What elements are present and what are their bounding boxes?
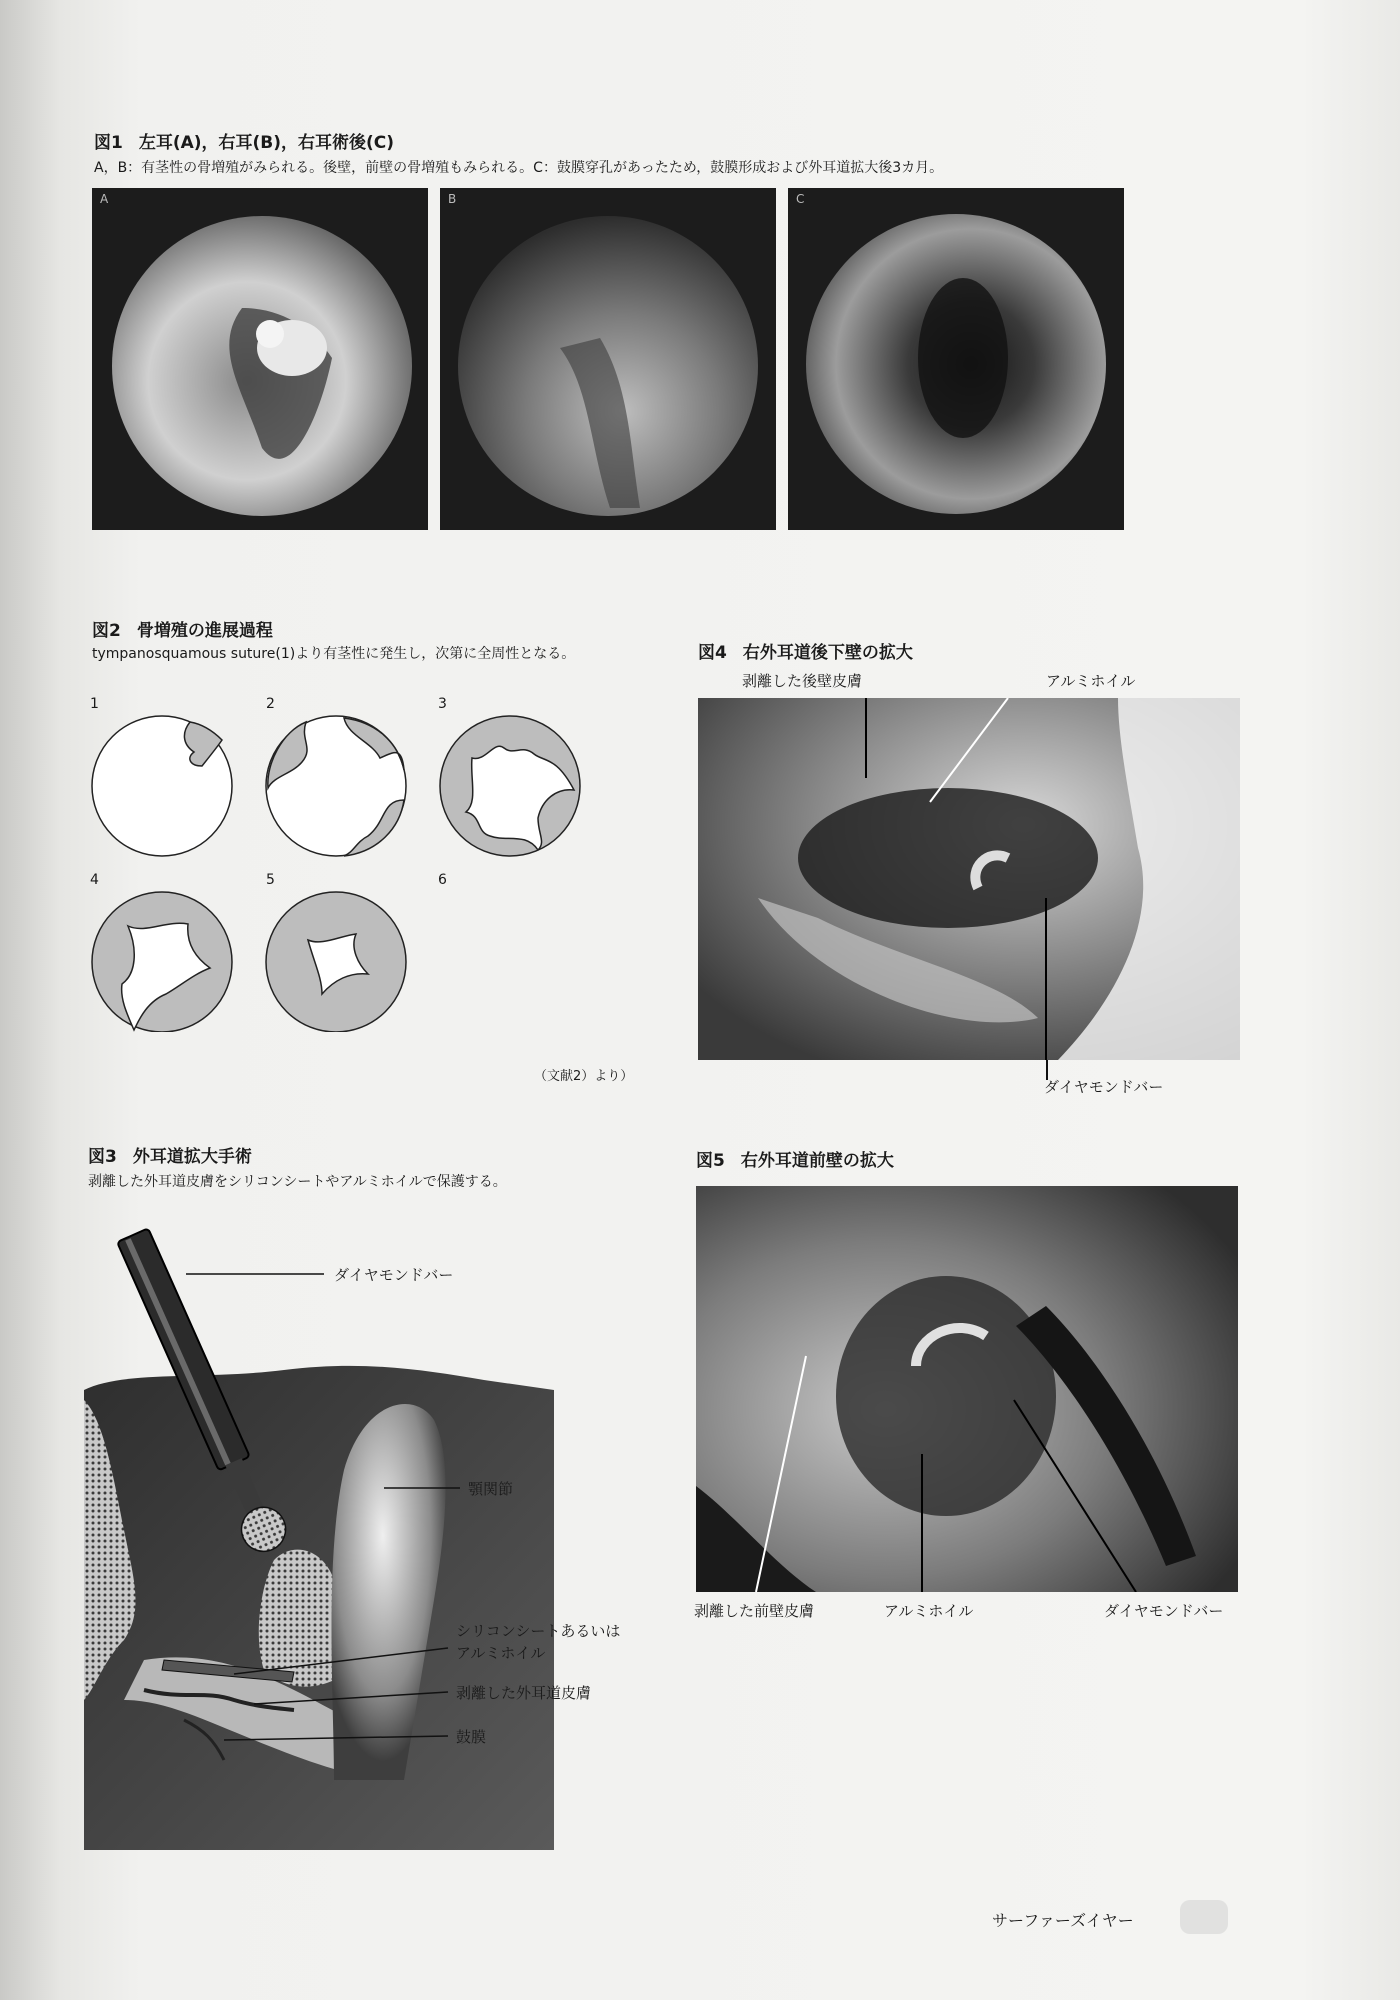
fig3-title-text: 外耳道拡大手術	[132, 1147, 252, 1167]
fig3-label-skin: 剥離した外耳道皮膚	[456, 1684, 592, 1702]
fig3-label-sheet-2: アルミホイル	[456, 1644, 546, 1662]
fig2-title-text: 骨増殖の進展過程	[136, 621, 273, 641]
fig1-panel-b-photo	[440, 188, 776, 530]
fig5-label-foil: アルミホイル	[884, 1602, 974, 1620]
stage-4-circle	[92, 892, 232, 1032]
fig3-number: 図3	[88, 1147, 117, 1167]
panel-b-letter: B	[448, 192, 457, 206]
stage-2-circle	[266, 716, 406, 856]
journal-running-footer: サーファーズイヤー	[992, 1911, 1134, 1930]
stage-5-circle	[266, 892, 406, 1032]
fig1-number: 図1	[94, 133, 123, 153]
fig1-panel-a-photo	[92, 188, 428, 530]
fig3-label-tmj: 顎関節	[468, 1480, 514, 1498]
fig4-label-bur: ダイヤモンドバー	[1044, 1078, 1164, 1096]
stage-5-number: 5	[266, 872, 275, 888]
stage-3-circle	[440, 716, 580, 856]
fig4-label-skin: 剥離した後壁皮膚	[742, 672, 863, 690]
fig3-surgery-illustration	[84, 1220, 621, 1852]
stage-2-number: 2	[266, 696, 275, 712]
fig1-title	[94, 128, 394, 153]
fig4-title	[698, 638, 913, 663]
fig5-label-skin: 剥離した前壁皮膚	[694, 1602, 815, 1620]
fig3-description: 剥離した外耳道皮膚をシリコンシートやアルミホイルで保護する。	[88, 1174, 507, 1190]
fig4-title-text: 右外耳道後下壁の拡大	[742, 643, 913, 663]
fig5-title	[696, 1146, 894, 1171]
stage-1-circle	[92, 716, 232, 856]
fig3-label-bur: ダイヤモンドバー	[334, 1266, 454, 1284]
fig3-title	[88, 1142, 252, 1167]
fig5-label-bur: ダイヤモンドバー	[1104, 1602, 1224, 1620]
fig4-label-foil: アルミホイル	[1046, 672, 1136, 690]
fig5-photo	[696, 1186, 1238, 1592]
fig4-photo	[698, 698, 1240, 1060]
fig1-panel-c-photo	[788, 188, 1124, 530]
fig2-source: （文献2）より）	[534, 1069, 634, 1084]
fig3-label-sheet-1: シリコンシートあるいは	[456, 1622, 621, 1640]
fig2-number: 図2	[92, 621, 121, 641]
stage-6-number: 6	[438, 872, 447, 888]
stage-3-number: 3	[438, 696, 447, 712]
fig2-title	[92, 616, 273, 641]
fig2-description: tympanosquamous suture(1)より有茎性に発生し，次第に全周性となる。	[92, 646, 576, 662]
stage-1-number: 1	[90, 696, 99, 712]
fig2-stage-diagram	[86, 692, 646, 1032]
fig5-title-text: 右外耳道前壁の拡大	[740, 1151, 894, 1171]
fig4-number: 図4	[698, 643, 727, 663]
fig1-title-text: 左耳(A)，右耳(B)，右耳術後(C)	[138, 133, 395, 153]
fig5-number: 図5	[696, 1151, 725, 1171]
panel-c-letter: C	[796, 192, 805, 206]
panel-a-letter: A	[100, 192, 109, 206]
fig1-description: A，B：有茎性の骨増殖がみられる。後壁，前壁の骨増殖もみられる。C：鼓膜穿孔があったため，鼓膜形成および外耳道拡大後3カ月。	[94, 160, 944, 176]
stage-4-number: 4	[90, 872, 99, 888]
fig3-label-drum: 鼓膜	[456, 1728, 487, 1746]
page-number-smudge	[1180, 1900, 1228, 1934]
